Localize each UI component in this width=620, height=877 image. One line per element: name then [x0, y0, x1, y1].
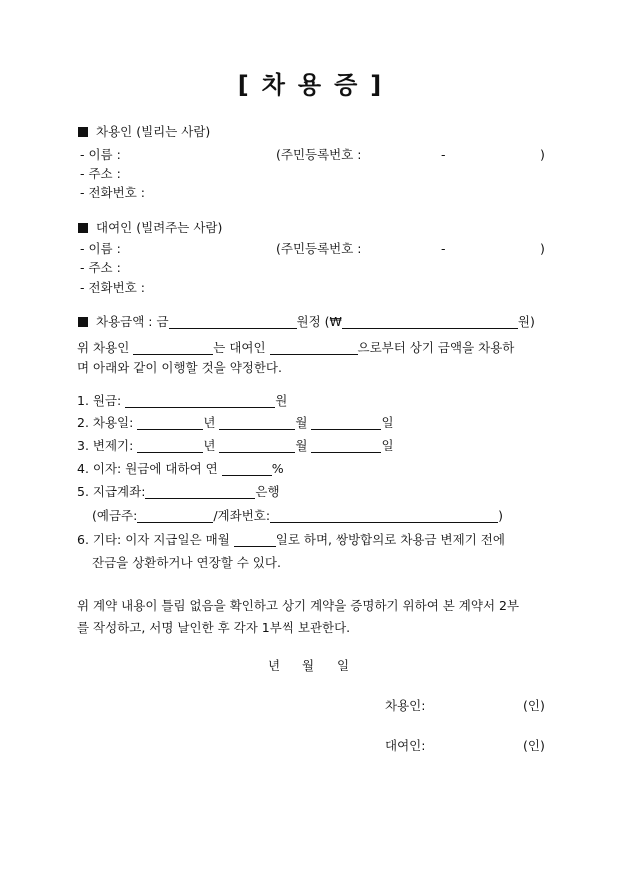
holder-field[interactable]	[137, 510, 213, 523]
interest-day-field[interactable]	[234, 534, 276, 547]
lender-seal[interactable]: (인)	[523, 738, 545, 753]
lender-signature-label: 대여인:	[385, 738, 426, 753]
borrower-blank[interactable]	[133, 342, 213, 355]
item-label: 1. 원금:	[77, 393, 122, 408]
item-other-line-2: 잔금을 상환하거나 연장할 수 있다.	[92, 555, 281, 570]
lender-header-text: 대여인 (빌려주는 사람)	[96, 220, 223, 235]
para-text: 위 차용인	[77, 340, 130, 355]
bank-name-field[interactable]	[145, 486, 255, 499]
lender-id-label: (주민등록번호 :	[276, 241, 362, 256]
title-char: 용	[297, 71, 323, 99]
item-interest	[77, 463, 284, 476]
amount-number-field[interactable]	[342, 316, 518, 329]
repay-month-field[interactable]	[219, 440, 295, 453]
borrow-month-field[interactable]	[219, 417, 295, 430]
item-label: 5. 지급계좌:	[77, 484, 146, 499]
para-text: 는 대여인	[213, 340, 266, 355]
closing-line-2: 를 작성하고, 서명 날인한 후 각자 1부씩 보관한다.	[77, 620, 351, 635]
borrower-id-label: (주민등록번호 :	[276, 147, 362, 162]
agreement-line-1	[77, 342, 514, 355]
amount-row	[78, 316, 535, 329]
lender-address-label: - 주소 :	[80, 260, 121, 275]
title-bracket-close: ]	[370, 71, 383, 99]
square-bullet-icon	[78, 223, 88, 233]
amount-won-end: 원)	[517, 314, 535, 329]
month-unit: 월	[295, 438, 308, 453]
amount-label: 차용금액 : 금	[96, 314, 169, 329]
borrower-signature-label: 차용인:	[385, 698, 426, 713]
year-unit: 년	[203, 438, 216, 453]
item-label: 4. 이자: 원금에 대하여 연	[77, 461, 218, 476]
title-bracket-open: [	[237, 71, 250, 99]
title-char: 차	[261, 71, 286, 99]
borrower-header-text: 차용인 (빌리는 사람)	[96, 124, 211, 139]
borrower-seal[interactable]: (인)	[523, 698, 545, 713]
square-bullet-icon	[78, 317, 88, 327]
para-text: 으로부터 상기 금액을 차용하	[357, 340, 515, 355]
item-other	[77, 534, 505, 547]
borrower-id-close: )	[540, 147, 545, 162]
interest-rate-field[interactable]	[222, 463, 272, 476]
lender-header	[78, 222, 222, 235]
borrow-year-field[interactable]	[137, 417, 203, 430]
item-account-detail	[92, 510, 503, 523]
borrow-day-field[interactable]	[311, 417, 381, 430]
amount-won-label: 원정 (₩	[296, 314, 342, 329]
item-label: 2. 차용일:	[77, 415, 134, 430]
repay-day-field[interactable]	[311, 440, 381, 453]
item-borrow-date	[77, 417, 394, 430]
year-unit: 년	[203, 415, 216, 430]
item-account	[77, 486, 280, 499]
bank-unit: 은행	[255, 484, 280, 499]
document-title	[0, 73, 620, 97]
repay-year-field[interactable]	[137, 440, 203, 453]
item-unit: 원	[275, 393, 288, 408]
principal-field[interactable]	[125, 395, 275, 408]
item-label: 3. 변제기:	[77, 438, 134, 453]
day-unit: 일	[381, 438, 394, 453]
lender-blank[interactable]	[270, 342, 358, 355]
lender-id-close: )	[540, 241, 545, 256]
holder-label: (예금주:	[92, 508, 138, 523]
borrower-address-label: - 주소 :	[80, 166, 121, 181]
date-day: 일	[337, 658, 350, 673]
date-month: 월	[302, 658, 315, 673]
square-bullet-icon	[78, 127, 88, 137]
borrower-phone-label: - 전화번호 :	[80, 185, 145, 200]
borrower-header	[78, 126, 210, 139]
item-principal	[77, 395, 287, 408]
borrower-id-dash: -	[441, 147, 446, 162]
lender-id-dash: -	[441, 241, 446, 256]
lender-phone-label: - 전화번호 :	[80, 280, 145, 295]
percent-unit: %	[271, 461, 284, 476]
account-label: /계좌번호:	[213, 508, 271, 523]
item-repay-date	[77, 440, 394, 453]
item-text: 일로 하며, 쌍방합의로 차용금 변제기 전에	[275, 532, 505, 547]
borrower-name-label: - 이름 :	[80, 147, 121, 162]
account-close: )	[498, 508, 503, 523]
agreement-line-2: 며 아래와 같이 이행할 것을 약정한다.	[77, 360, 282, 375]
day-unit: 일	[381, 415, 394, 430]
closing-line-1: 위 계약 내용이 틀림 없음을 확인하고 상기 계약을 증명하기 위하여 본 계약서 2부	[77, 598, 520, 613]
date-year: 년	[268, 658, 281, 673]
lender-name-label: - 이름 :	[80, 241, 121, 256]
item-label: 6. 기타: 이자 지급일은 매월	[77, 532, 230, 547]
amount-korean-field[interactable]	[169, 316, 297, 329]
title-char: 증	[334, 71, 359, 99]
month-unit: 월	[295, 415, 308, 430]
account-number-field[interactable]	[270, 510, 498, 523]
